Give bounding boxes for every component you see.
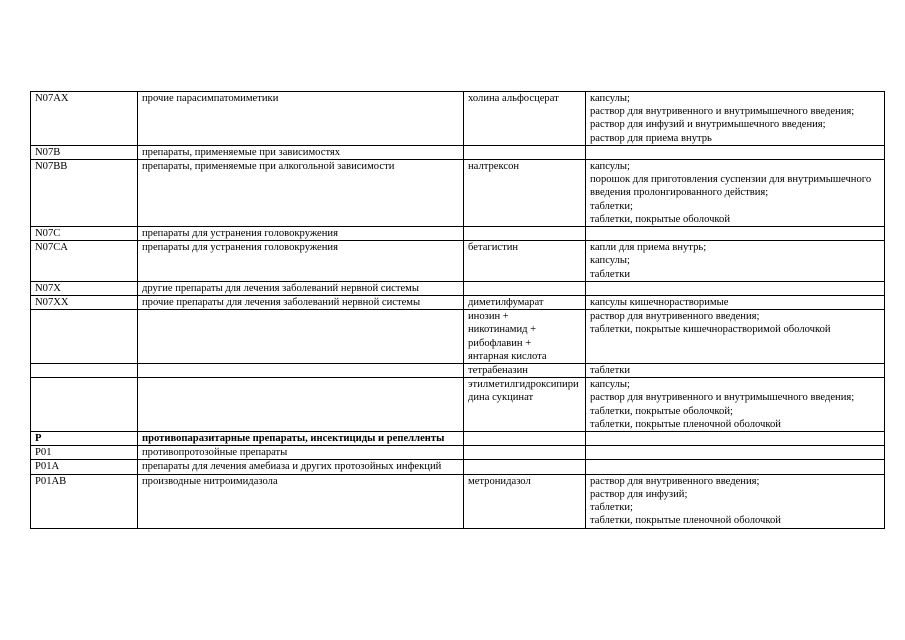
group-name-cell-text: прочие парасимпатомиметики	[142, 93, 279, 104]
group-name-cell	[138, 446, 464, 460]
atc-code-cell-text: N07C	[35, 228, 61, 240]
group-name-cell	[138, 432, 464, 446]
drug-name-cell	[464, 160, 586, 227]
group-name-cell	[138, 227, 464, 241]
drug-name-cell	[464, 92, 586, 146]
dosage-form-cell	[586, 281, 885, 295]
atc-code-cell	[31, 310, 138, 364]
group-name-cell	[138, 310, 464, 364]
atc-code-cell	[31, 160, 138, 227]
drug-name-cell-text: инозин + никотинамид + рибофлавин + янтарная кислота	[468, 311, 547, 362]
group-name-cell	[138, 460, 464, 474]
dosage-form-cell	[586, 474, 885, 528]
atc-code-cell	[31, 364, 138, 378]
atc-code-cell	[31, 474, 138, 528]
dosage-form-cell	[586, 446, 885, 460]
group-name-cell-text: препараты для лечения амебиаза и других протозойных инфекций	[142, 461, 442, 473]
group-name-cell-text: препараты, применяемые при алкогольной зависимости	[142, 161, 395, 173]
dosage-form-cell	[586, 460, 885, 474]
table-row	[31, 296, 885, 310]
drug-name-cell	[464, 432, 586, 446]
table-row	[31, 364, 885, 378]
drug-name-cell-text: тетрабеназин	[468, 365, 528, 377]
drug-name-cell-text: холина альфосцерат	[468, 93, 559, 104]
atc-code-cell	[31, 460, 138, 474]
drug-name-cell	[464, 296, 586, 310]
group-name-cell-text: производные нитроимидазола	[142, 475, 278, 487]
group-name-cell	[138, 281, 464, 295]
table-row	[31, 474, 885, 528]
table-row	[31, 460, 885, 474]
atc-code-cell-text: N07BB	[35, 161, 68, 173]
group-name-cell-text: другие препараты для лечения заболеваний нервной системы	[142, 282, 420, 294]
table-row	[31, 446, 885, 460]
atc-code-cell-text: P01AB	[35, 475, 67, 487]
atc-code-cell-text: P01	[35, 447, 52, 459]
table-row	[31, 432, 885, 446]
atc-code-cell-text: N07X	[35, 282, 61, 294]
table-row	[31, 160, 885, 227]
group-name-cell-text: препараты для устранения головокружения	[142, 228, 338, 240]
group-name-cell	[138, 474, 464, 528]
table-row	[31, 378, 885, 432]
dosage-form-cell-text: капсулы; раствор для внутривенного и внутримышечного введения; таблетки, покрытые оболочкой; таблетки, покрытые пленочной оболочкой	[590, 379, 855, 430]
dosage-form-cell	[586, 432, 885, 446]
atc-code-cell	[31, 227, 138, 241]
drug-name-cell-text: этилметилгидроксипиридина сукцинат	[468, 379, 579, 404]
drug-name-cell	[464, 310, 586, 364]
atc-code-cell	[31, 296, 138, 310]
dosage-form-cell-text: капсулы кишечнорастворимые	[590, 297, 729, 309]
table-row	[31, 310, 885, 364]
group-name-cell-text: противопротозойные препараты	[142, 447, 288, 459]
table-row	[31, 281, 885, 295]
dosage-form-cell-text: раствор для внутривенного введения; таблетки, покрытые кишечнорастворимой оболочкой	[590, 311, 831, 336]
table-row	[31, 241, 885, 282]
drug-name-cell	[464, 474, 586, 528]
drug-name-cell-text: метронидазол	[468, 475, 531, 487]
group-name-cell	[138, 241, 464, 282]
atc-code-cell-text: N07AX	[35, 93, 69, 104]
dosage-form-cell	[586, 241, 885, 282]
group-name-cell	[138, 296, 464, 310]
atc-code-cell-text: N07XX	[35, 297, 69, 309]
dosage-form-cell	[586, 160, 885, 227]
group-name-cell	[138, 92, 464, 146]
group-name-cell	[138, 145, 464, 159]
dosage-form-cell	[586, 92, 885, 146]
group-name-cell	[138, 364, 464, 378]
dosage-form-cell-text: капсулы; порошок для приготовления суспензии для внутримышечного введения пролонгированного действия; таблетки; таблетки, покрытые оболочкой	[590, 161, 872, 225]
table-body	[31, 92, 885, 529]
dosage-form-cell-text: таблетки	[590, 365, 631, 377]
atc-code-cell	[31, 145, 138, 159]
drug-name-cell	[464, 241, 586, 282]
dosage-form-cell	[586, 364, 885, 378]
group-name-cell	[138, 160, 464, 227]
atc-code-cell-text: P01A	[35, 461, 60, 473]
atc-code-cell	[31, 378, 138, 432]
dosage-form-cell-text: раствор для внутривенного введения; раствор для инфузий; таблетки; таблетки, покрытые пленочной оболочкой	[590, 475, 781, 527]
atc-code-cell	[31, 92, 138, 146]
group-name-cell	[138, 378, 464, 432]
drug-name-cell	[464, 460, 586, 474]
atc-code-cell	[31, 446, 138, 460]
group-name-cell-text: прочие препараты для лечения заболеваний нервной системы	[142, 297, 421, 309]
atc-code-cell	[31, 241, 138, 282]
drug-name-cell-text: налтрексон	[468, 161, 520, 173]
dosage-form-cell-text: капсулы; раствор для внутривенного и внутримышечного введения; раствор для инфузий и внутримышечного введения; раствор для приема внутрь	[590, 93, 855, 144]
atc-code-cell-text: P	[35, 433, 42, 445]
drug-name-cell	[464, 446, 586, 460]
atc-code-cell-text: N07B	[35, 146, 61, 158]
table-row	[31, 92, 885, 146]
dosage-form-cell	[586, 310, 885, 364]
dosage-form-cell	[586, 227, 885, 241]
drug-name-cell	[464, 378, 586, 432]
drug-name-cell	[464, 281, 586, 295]
drug-name-cell-text: диметилфумарат	[468, 297, 544, 309]
dosage-form-cell	[586, 296, 885, 310]
drug-table	[30, 91, 885, 529]
drug-name-cell-text: бетагистин	[468, 242, 519, 254]
group-name-cell-text: препараты для устранения головокружения	[142, 242, 338, 254]
drug-name-cell	[464, 227, 586, 241]
atc-code-cell-text: N07CA	[35, 242, 68, 254]
table-row	[31, 145, 885, 159]
dosage-form-cell	[586, 378, 885, 432]
dosage-form-cell-text: капли для приема внутрь; капсулы; таблетки	[590, 242, 707, 280]
group-name-cell-text: противопаразитарные препараты, инсектициды и репелленты	[142, 433, 445, 445]
drug-name-cell	[464, 145, 586, 159]
atc-code-cell	[31, 432, 138, 446]
group-name-cell-text: препараты, применяемые при зависимостях	[142, 146, 341, 158]
document-page	[30, 91, 884, 529]
drug-name-cell	[464, 364, 586, 378]
table-row	[31, 227, 885, 241]
atc-code-cell	[31, 281, 138, 295]
dosage-form-cell	[586, 145, 885, 159]
